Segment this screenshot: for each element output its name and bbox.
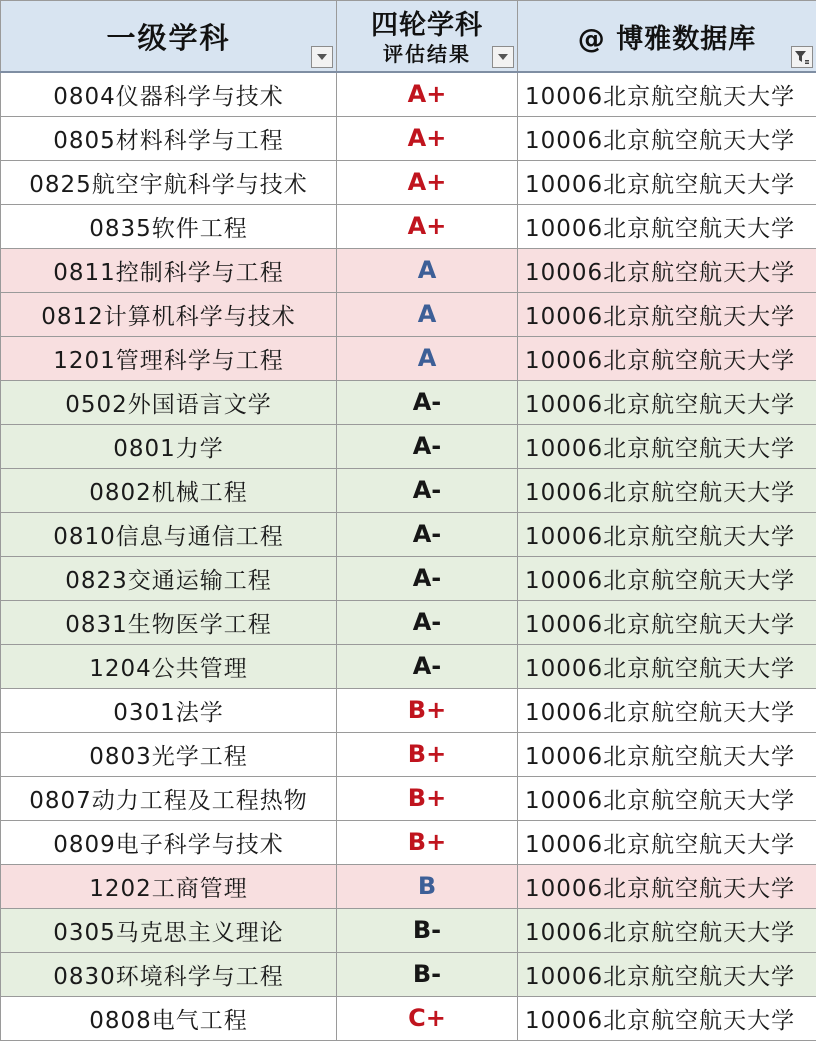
discipline-cell[interactable]: 0809电子科学与技术 bbox=[1, 820, 337, 864]
table-row bbox=[1, 468, 816, 512]
university-cell[interactable]: 10006北京航空航天大学 bbox=[518, 776, 816, 820]
grade-cell[interactable]: A bbox=[337, 336, 518, 380]
grade-cell[interactable]: B+ bbox=[337, 732, 518, 776]
university-cell[interactable]: 10006北京航空航天大学 bbox=[518, 468, 816, 512]
discipline-cell[interactable]: 0802机械工程 bbox=[1, 468, 337, 512]
discipline-cell[interactable]: 0803光学工程 bbox=[1, 732, 337, 776]
header-row bbox=[1, 1, 816, 73]
table-body bbox=[1, 72, 816, 1040]
table-row bbox=[1, 820, 816, 864]
table-row bbox=[1, 952, 816, 996]
university-cell[interactable]: 10006北京航空航天大学 bbox=[518, 600, 816, 644]
discipline-cell[interactable]: 0305马克思主义理论 bbox=[1, 908, 337, 952]
column-header-grade bbox=[337, 1, 518, 73]
university-cell[interactable]: 10006北京航空航天大学 bbox=[518, 204, 816, 248]
university-cell[interactable]: 10006北京航空航天大学 bbox=[518, 380, 816, 424]
column-header-discipline bbox=[1, 1, 337, 73]
discipline-cell[interactable]: 0804仪器科学与技术 bbox=[1, 72, 337, 116]
university-cell[interactable]: 10006北京航空航天大学 bbox=[518, 72, 816, 116]
table-row bbox=[1, 336, 816, 380]
discipline-cell[interactable]: 0808电气工程 bbox=[1, 996, 337, 1040]
university-cell[interactable]: 10006北京航空航天大学 bbox=[518, 248, 816, 292]
table-row bbox=[1, 380, 816, 424]
discipline-cell[interactable]: 0825航空宇航科学与技术 bbox=[1, 160, 337, 204]
column-header-source-label: @ 博雅数据库 bbox=[577, 23, 757, 55]
university-cell[interactable]: 10006北京航空航天大学 bbox=[518, 644, 816, 688]
column-header-grade-line1: 四轮学科 bbox=[371, 10, 483, 41]
grade-cell[interactable]: B+ bbox=[337, 820, 518, 864]
discipline-cell[interactable]: 1201管理科学与工程 bbox=[1, 336, 337, 380]
discipline-cell[interactable]: 0811控制科学与工程 bbox=[1, 248, 337, 292]
grade-cell[interactable]: A- bbox=[337, 512, 518, 556]
grade-cell[interactable]: B+ bbox=[337, 688, 518, 732]
column-header-discipline-label: 一级学科 bbox=[106, 20, 231, 55]
discipline-cell[interactable]: 0807动力工程及工程热物 bbox=[1, 776, 337, 820]
discipline-cell[interactable]: 0831生物医学工程 bbox=[1, 600, 337, 644]
discipline-cell[interactable]: 0812计算机科学与技术 bbox=[1, 292, 337, 336]
table-row bbox=[1, 72, 816, 116]
table-row bbox=[1, 732, 816, 776]
dropdown-arrow-icon[interactable] bbox=[492, 46, 514, 68]
table-row bbox=[1, 688, 816, 732]
discipline-cell[interactable]: 0502外国语言文学 bbox=[1, 380, 337, 424]
university-cell[interactable]: 10006北京航空航天大学 bbox=[518, 952, 816, 996]
grade-cell[interactable]: C+ bbox=[337, 996, 518, 1040]
university-cell[interactable]: 10006北京航空航天大学 bbox=[518, 864, 816, 908]
university-cell[interactable]: 10006北京航空航天大学 bbox=[518, 424, 816, 468]
table-row bbox=[1, 424, 816, 468]
table-row bbox=[1, 160, 816, 204]
grade-cell[interactable]: A+ bbox=[337, 204, 518, 248]
university-cell[interactable]: 10006北京航空航天大学 bbox=[518, 336, 816, 380]
university-cell[interactable]: 10006北京航空航天大学 bbox=[518, 688, 816, 732]
grade-cell[interactable]: A+ bbox=[337, 116, 518, 160]
university-cell[interactable]: 10006北京航空航天大学 bbox=[518, 116, 816, 160]
discipline-cell[interactable]: 0830环境科学与工程 bbox=[1, 952, 337, 996]
column-header-source bbox=[518, 1, 816, 73]
discipline-cell[interactable]: 1202工商管理 bbox=[1, 864, 337, 908]
table-row bbox=[1, 776, 816, 820]
grade-cell[interactable]: A- bbox=[337, 424, 518, 468]
discipline-cell[interactable]: 1204公共管理 bbox=[1, 644, 337, 688]
grade-cell[interactable]: A- bbox=[337, 600, 518, 644]
university-cell[interactable]: 10006北京航空航天大学 bbox=[518, 908, 816, 952]
grade-cell[interactable]: B- bbox=[337, 908, 518, 952]
grade-cell[interactable]: B bbox=[337, 864, 518, 908]
university-cell[interactable]: 10006北京航空航天大学 bbox=[518, 160, 816, 204]
university-cell[interactable]: 10006北京航空航天大学 bbox=[518, 996, 816, 1040]
discipline-cell[interactable]: 0835软件工程 bbox=[1, 204, 337, 248]
discipline-cell[interactable]: 0805材料科学与工程 bbox=[1, 116, 337, 160]
discipline-cell[interactable]: 0801力学 bbox=[1, 424, 337, 468]
table-row bbox=[1, 116, 816, 160]
grade-cell[interactable]: A bbox=[337, 248, 518, 292]
table-row bbox=[1, 644, 816, 688]
table-row bbox=[1, 512, 816, 556]
filter-funnel-icon[interactable] bbox=[791, 46, 813, 68]
grade-cell[interactable]: A+ bbox=[337, 160, 518, 204]
table-row bbox=[1, 248, 816, 292]
university-cell[interactable]: 10006北京航空航天大学 bbox=[518, 512, 816, 556]
grade-cell[interactable]: A+ bbox=[337, 72, 518, 116]
table-row bbox=[1, 864, 816, 908]
grade-cell[interactable]: A- bbox=[337, 468, 518, 512]
university-cell[interactable]: 10006北京航空航天大学 bbox=[518, 556, 816, 600]
grade-cell[interactable]: A- bbox=[337, 556, 518, 600]
grade-cell[interactable]: A bbox=[337, 292, 518, 336]
table-row bbox=[1, 292, 816, 336]
university-cell[interactable]: 10006北京航空航天大学 bbox=[518, 292, 816, 336]
grade-cell[interactable]: A- bbox=[337, 380, 518, 424]
column-header-grade-line2: 评估结果 bbox=[383, 42, 471, 66]
table-row bbox=[1, 556, 816, 600]
table-row bbox=[1, 600, 816, 644]
table-row bbox=[1, 908, 816, 952]
grade-cell[interactable]: A- bbox=[337, 644, 518, 688]
table-row bbox=[1, 996, 816, 1040]
discipline-cell[interactable]: 0810信息与通信工程 bbox=[1, 512, 337, 556]
grade-cell[interactable]: B- bbox=[337, 952, 518, 996]
grade-cell[interactable]: B+ bbox=[337, 776, 518, 820]
discipline-cell[interactable]: 0301法学 bbox=[1, 688, 337, 732]
dropdown-arrow-icon[interactable] bbox=[311, 46, 333, 68]
university-cell[interactable]: 10006北京航空航天大学 bbox=[518, 732, 816, 776]
discipline-cell[interactable]: 0823交通运输工程 bbox=[1, 556, 337, 600]
table-row bbox=[1, 204, 816, 248]
university-cell[interactable]: 10006北京航空航天大学 bbox=[518, 820, 816, 864]
